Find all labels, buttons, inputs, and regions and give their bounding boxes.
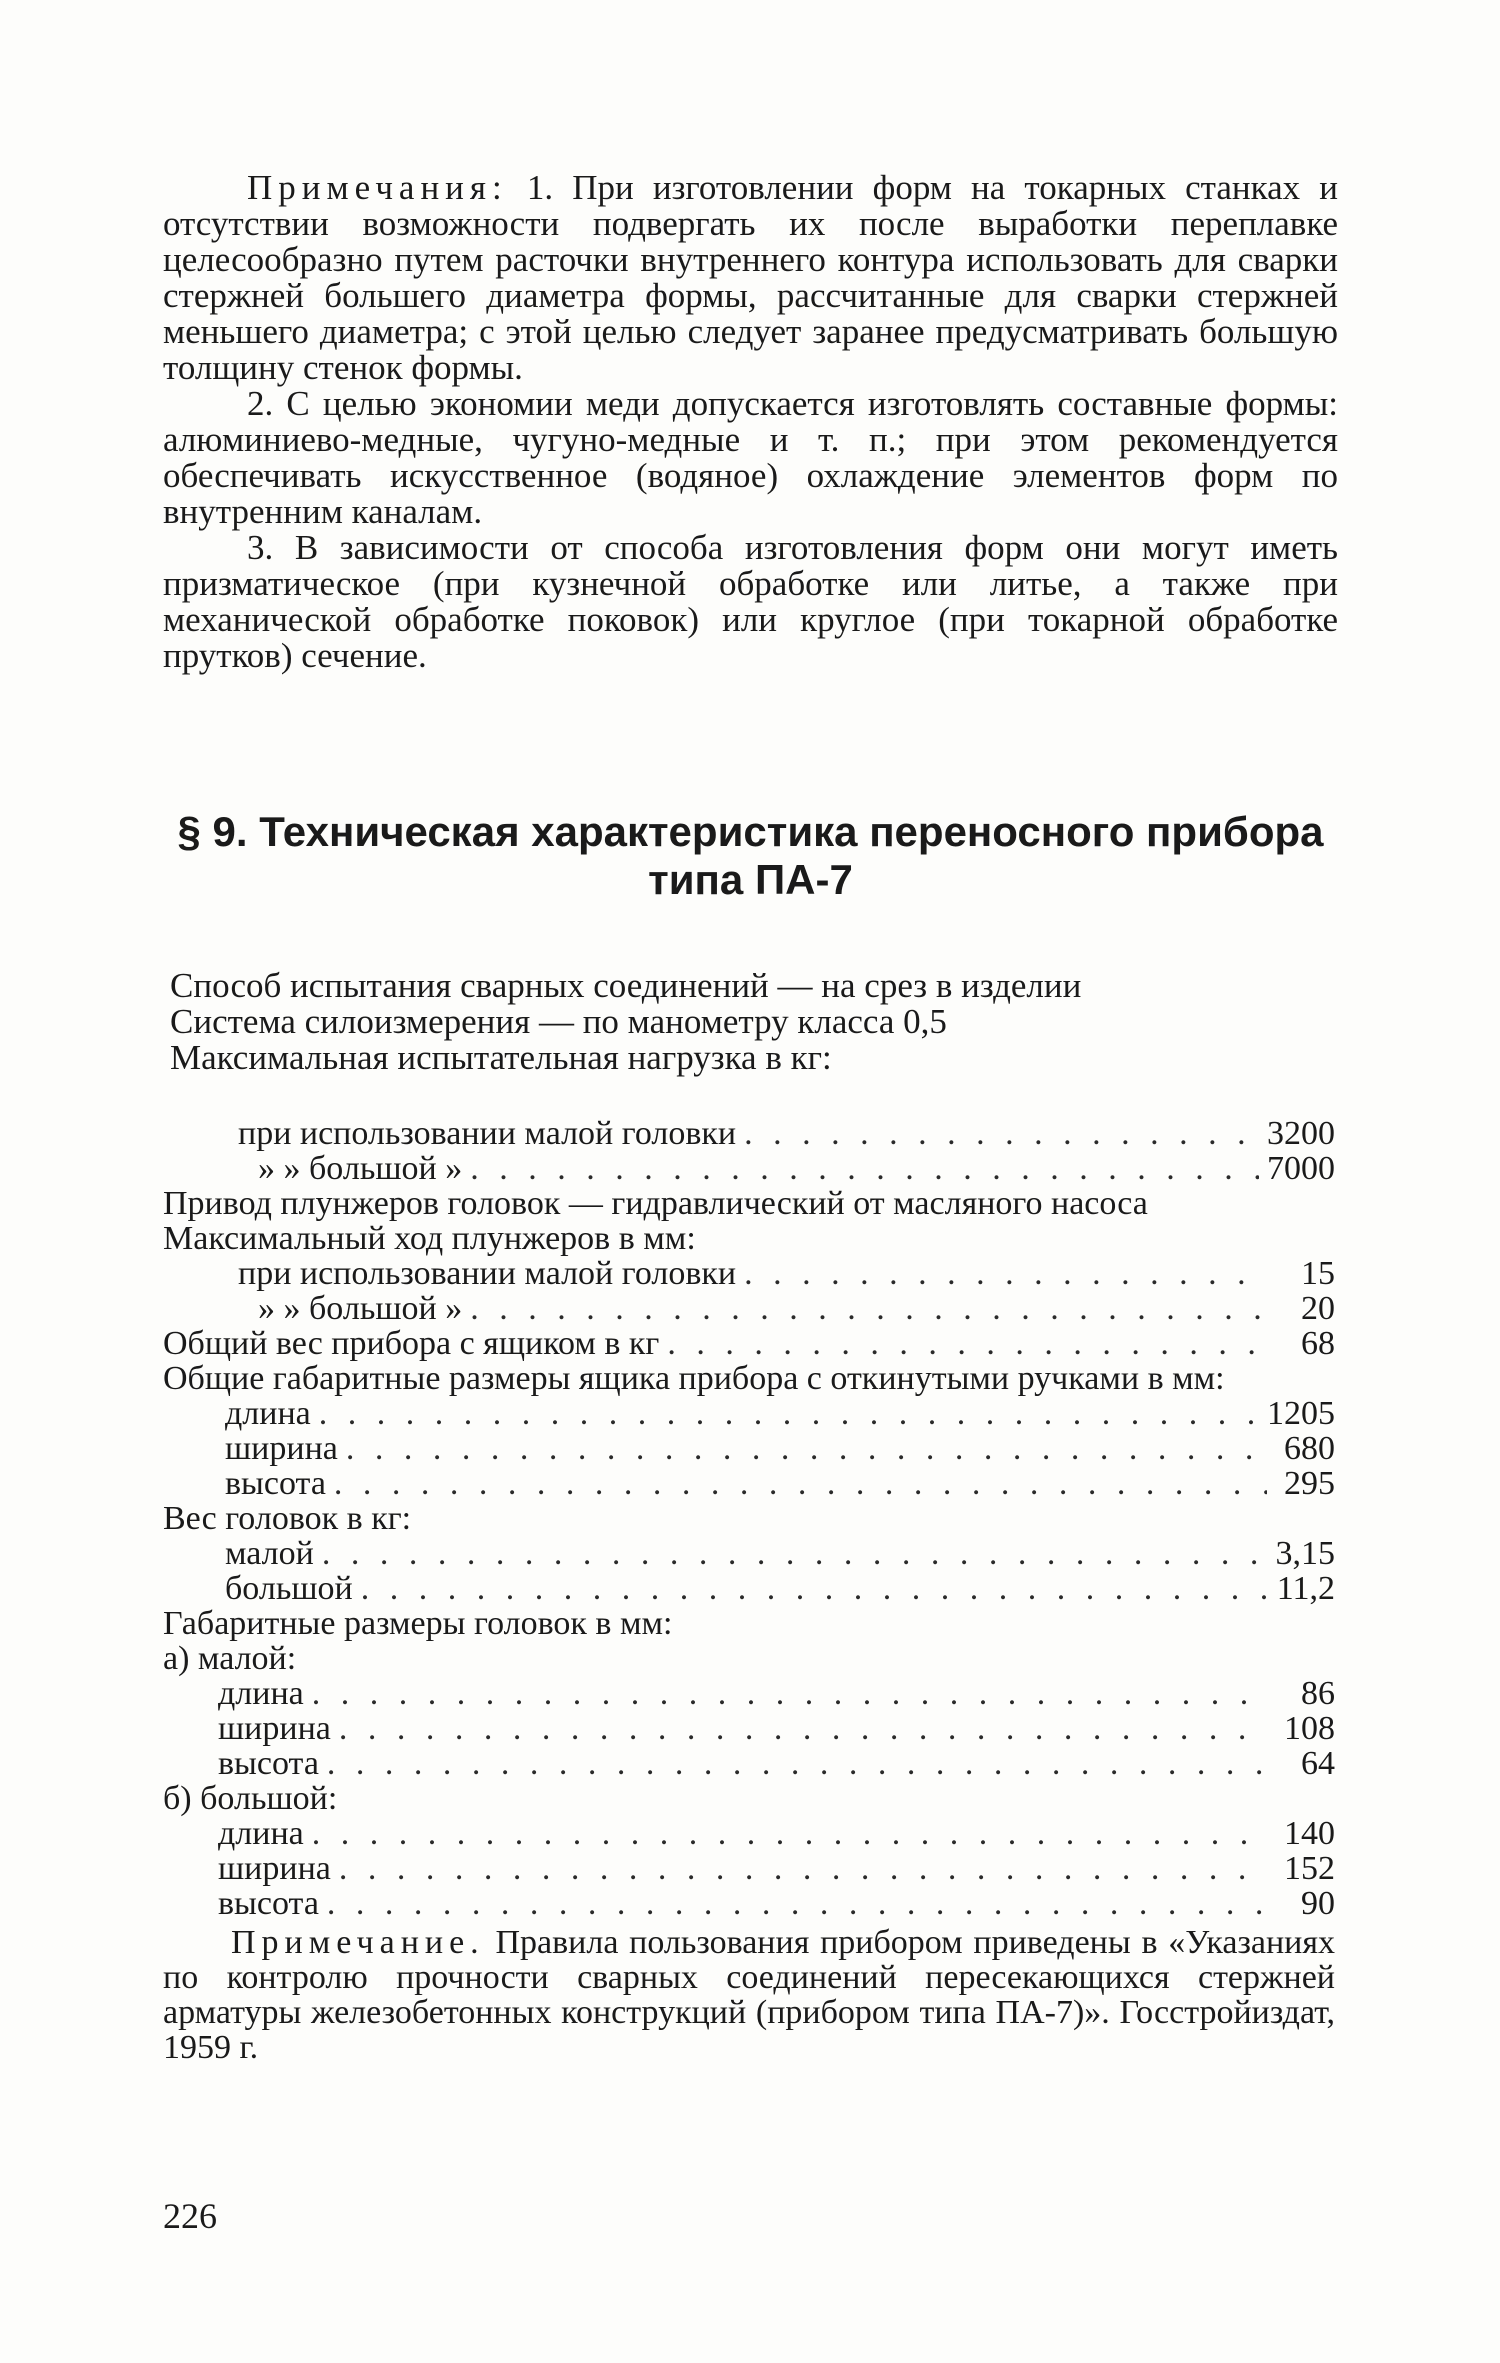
spec-row bbox=[163, 1116, 1335, 1151]
spec-row bbox=[163, 1851, 1335, 1886]
leader-dots bbox=[319, 1396, 1259, 1431]
heads-dims-large-header: б) большой: bbox=[163, 1780, 338, 1817]
spec-label: при использовании малой головки bbox=[238, 1255, 737, 1292]
spec-label: длина bbox=[218, 1815, 304, 1852]
spec-value: 90 bbox=[1301, 1885, 1335, 1922]
specs-list bbox=[163, 1116, 1335, 2065]
notes-block bbox=[163, 170, 1338, 674]
heads-weight-header: Вес головок в кг: bbox=[163, 1500, 412, 1537]
heads-dims-header: Габаритные размеры головок в мм: bbox=[163, 1605, 673, 1642]
spec-label: ширина bbox=[225, 1430, 338, 1467]
leader-dots bbox=[312, 1816, 1267, 1851]
spec-value: 68 bbox=[1301, 1325, 1335, 1362]
spec-row bbox=[163, 1816, 1335, 1851]
leader-dots bbox=[327, 1746, 1267, 1781]
leader-dots bbox=[322, 1536, 1267, 1571]
final-note bbox=[163, 1925, 1335, 2065]
drive-line: Привод плунжеров головок — гидравлический от масляного насоса bbox=[163, 1185, 1148, 1222]
spec-label: длина bbox=[218, 1675, 304, 1712]
intro-line-3: Максимальная испытательная нагрузка в кг: bbox=[170, 1038, 832, 1077]
spec-value: 15 bbox=[1301, 1255, 1335, 1292]
spec-value: 64 bbox=[1301, 1745, 1335, 1782]
leader-dots bbox=[744, 1116, 1259, 1151]
spec-value: 680 bbox=[1284, 1430, 1335, 1467]
spec-label: высота bbox=[225, 1465, 326, 1502]
spec-label: малой bbox=[225, 1535, 314, 1572]
intro-line-1: Способ испытания сварных соединений — на срез в изделии bbox=[170, 966, 1082, 1005]
spec-label: ширина bbox=[218, 1850, 331, 1887]
intro-line-2: Система силоизмерения — по манометру класса 0,5 bbox=[170, 1002, 947, 1041]
spec-value: 295 bbox=[1284, 1465, 1335, 1502]
leader-dots bbox=[470, 1151, 1259, 1186]
spec-label: ширина bbox=[218, 1710, 331, 1747]
leader-dots bbox=[339, 1851, 1267, 1886]
spec-value: 20 bbox=[1301, 1290, 1335, 1327]
spec-row bbox=[163, 1886, 1335, 1921]
spec-row bbox=[163, 1431, 1335, 1466]
spec-value: 3,15 bbox=[1275, 1535, 1335, 1572]
spec-label: Общий вес прибора с ящиком в кг bbox=[163, 1325, 660, 1362]
spec-row bbox=[163, 1256, 1335, 1291]
note-1 bbox=[163, 170, 1338, 386]
note-1-text: 1. При изготовлении форм на токарных станках и отсутствии возможности подвергать их после выработки переплавке целесообразно путем расточки внутреннего контура использовать для сварки стержней большего диаметра формы, рассчитанные для сварки стержней меньшего диаметра; с этой целью следует заранее предусматривать большую толщину стенок формы. bbox=[163, 168, 1339, 387]
leader-dots bbox=[339, 1711, 1267, 1746]
leader-dots bbox=[334, 1466, 1267, 1501]
spec-value: 86 bbox=[1301, 1675, 1335, 1712]
spec-row bbox=[163, 1711, 1335, 1746]
spec-row bbox=[163, 1746, 1335, 1781]
final-note-lead-word: Примечание. bbox=[231, 1924, 485, 1961]
spec-label: высота bbox=[218, 1885, 319, 1922]
spec-label: » » большой » bbox=[258, 1150, 463, 1187]
section-heading bbox=[163, 808, 1338, 904]
final-note-text: Правила пользования прибором приведены в «Указаниях по контролю прочности сварных соединений пересекающихся стержней арматуры железобетонных конструкций (прибором типа ПА-7)». Госстройиздат, 1959 г. bbox=[163, 1924, 1336, 2066]
spec-label: при использовании малой головки bbox=[238, 1115, 737, 1152]
spec-value: 152 bbox=[1284, 1850, 1335, 1887]
page-number: 226 bbox=[163, 2196, 217, 2236]
notes-lead-word: Примечания: bbox=[247, 168, 508, 207]
spec-row bbox=[163, 1326, 1335, 1361]
spec-value: 11,2 bbox=[1276, 1570, 1335, 1607]
spec-label: длина bbox=[225, 1395, 311, 1432]
spec-row bbox=[163, 1396, 1335, 1431]
spec-value: 3200 bbox=[1267, 1115, 1335, 1152]
spec-value: 108 bbox=[1284, 1710, 1335, 1747]
box-header: Общие габаритные размеры ящика прибора с откинутыми ручками в мм: bbox=[163, 1360, 1225, 1397]
spec-row bbox=[163, 1571, 1335, 1606]
note-2: 2. С целью экономии меди допускается изготовлять составные формы: алюминиево-медные, чугуно-медные и т. п.; при этом рекомендуется обеспечивать искусственное (водяное) охлаждение элементов форм по внутренним каналам. bbox=[163, 384, 1338, 531]
leader-dots bbox=[312, 1676, 1267, 1711]
leader-dots bbox=[327, 1886, 1267, 1921]
leader-dots bbox=[361, 1571, 1267, 1606]
spec-row bbox=[163, 1676, 1335, 1711]
section-title-line-1: § 9. Техническая характеристика переносного прибора bbox=[177, 808, 1324, 855]
leader-dots bbox=[667, 1326, 1267, 1361]
spec-value: 140 bbox=[1284, 1815, 1335, 1852]
spec-label: большой bbox=[225, 1570, 353, 1607]
leader-dots bbox=[346, 1431, 1267, 1466]
spec-value: 1205 bbox=[1267, 1395, 1335, 1432]
note-3: 3. В зависимости от способа изготовления форм они могут иметь призматическое (при кузнечной обработке или литье, а также при механической обработке поковок) или круглое (при токарной обработке прутков) сечение. bbox=[163, 528, 1338, 675]
leader-dots bbox=[470, 1291, 1267, 1326]
spec-row bbox=[163, 1291, 1335, 1326]
spec-value: 7000 bbox=[1267, 1150, 1335, 1187]
stroke-header: Максимальный ход плунжеров в мм: bbox=[163, 1220, 696, 1257]
leader-dots bbox=[744, 1256, 1267, 1291]
section-title-line-2: типа ПА-7 bbox=[648, 856, 853, 903]
spec-row bbox=[163, 1151, 1335, 1186]
spec-row bbox=[163, 1536, 1335, 1571]
intro-block bbox=[170, 968, 1340, 1076]
spec-row bbox=[163, 1466, 1335, 1501]
spec-label: высота bbox=[218, 1745, 319, 1782]
spec-label: » » большой » bbox=[258, 1290, 463, 1327]
heads-dims-small-header: а) малой: bbox=[163, 1640, 297, 1677]
